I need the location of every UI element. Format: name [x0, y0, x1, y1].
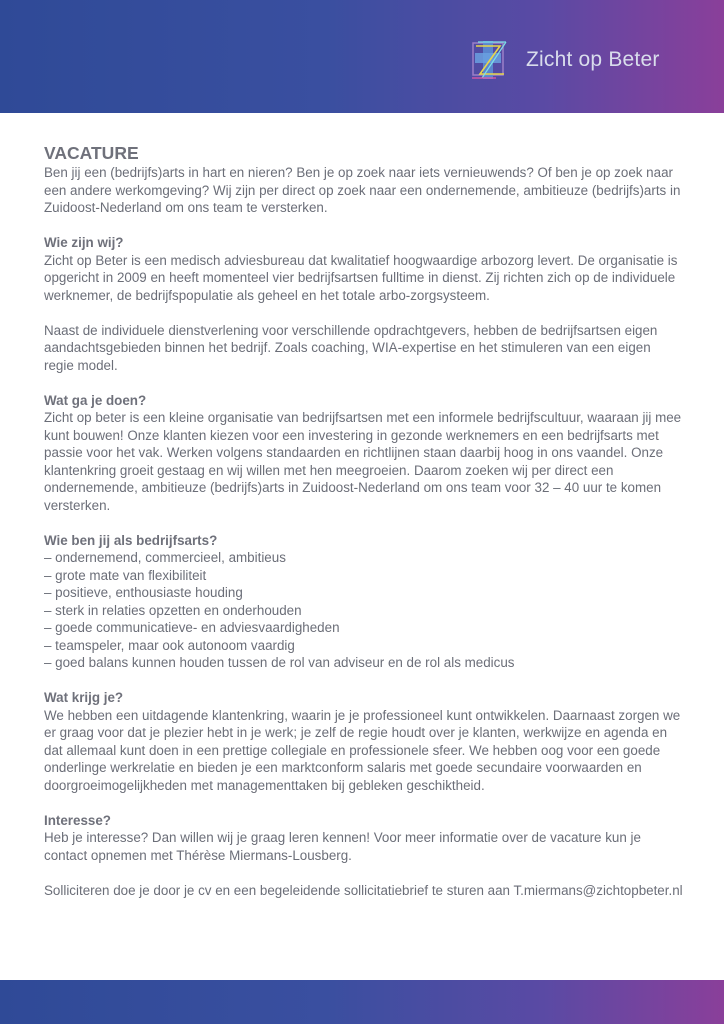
- spacer: [44, 304, 684, 322]
- vacancy-document: [44, 142, 684, 899]
- section-heading-who: Wie zijn wij?: [44, 235, 124, 250]
- who-paragraph-1: Zicht op Beter is een medisch adviesbureau dat kwalitatief hoogwaardige arbozorg levert. De organisatie is opgericht in 2009 en heeft momenteel vier bedrijfsartsen fulltime in dienst. Zij richten zich op de individuele werknemer, de bedrijfspopulatie als geheel en het totale arbo-zorgsysteem.: [44, 252, 678, 303]
- list-item: – grote mate van flexibiliteit: [44, 567, 207, 583]
- section-heading-interest: Interesse?: [44, 812, 111, 828]
- spacer: [44, 374, 684, 392]
- brand-logo[interactable]: [470, 38, 660, 82]
- spacer: [44, 864, 684, 882]
- footer-banner: [0, 980, 724, 1024]
- list-item: – ondernemend, commercieel, ambitieus: [44, 550, 286, 565]
- intro-paragraph: Ben jij een (bedrijfs)arts in hart en nieren? Ben je op zoek naar iets vernieuwends? Of ben je op zoek naar een andere werkomgeving? Wij zijn per direct op zoek naar een ondernemende, ambitieuze (bedrijfs)arts in Zuidoost-Nederland om ons team te versterken.: [44, 165, 681, 215]
- section-heading-work: Wat ga je doen?: [44, 392, 147, 408]
- list-item: – goede communicatieve- en adviesvaardigheden: [44, 620, 340, 635]
- list-item: – goed balans kunnen houden tussen de rol van adviseur en de rol als medicus: [44, 655, 515, 670]
- offer-paragraph: We hebben een uitdagende klantenkring, waarin je je professioneel kunt ontwikkelen. Daarnaast zorgen we er graag voor dat je plezier hebt in je werk; je zelf de regie houdt over je klanten, werkwijze en agenda en dat allemaal kunt doen in een prettige collegiale en professionele sfeer. We hebben oog voor een goede onderlinge werkrelatie en bieden je een marktconform salaris met goede secundaire voorwaarden en doorgroeimogelijkheden met managementtaken bij gebleken geschiktheid.: [44, 707, 681, 793]
- profile-list: [44, 549, 684, 672]
- spacer: [44, 672, 684, 690]
- interest-paragraph: Heb je interesse? Dan willen wij je graag leren kennen! Voor meer informatie over de vacature kun je contact opnemen met Thérèse Miermans-Lousberg.: [44, 830, 641, 863]
- header-banner: [0, 0, 724, 113]
- who-paragraph-2: Naast de individuele dienstverlening voor verschillende opdrachtgevers, hebben de bedrijfsartsen eigen aandachtsgebieden binnen het bedrijf. Zoals coaching, WIA-expertise en het stimuleren van een eigen regie model.: [44, 322, 658, 373]
- logo-icon: [470, 38, 510, 82]
- page-title: VACATURE: [44, 143, 139, 163]
- work-paragraph: Zicht op beter is een kleine organisatie van bedrijfsartsen met een informele bedrijfscultuur, waaraan jij mee kunt bouwen! Onze klanten kiezen voor een investering in gezonde werknemers en een bedrijfsarts met passie voor het vak. Werken volgens standaarden en richtlijnen staan daarbij hoog in ons vaandel. Onze klantenkring groeit gestaag en wij willen met hen meegroeien. Daarom zoeken wij per direct een ondernemende, ambitieuze (bedrijfs)arts in Zuidoost-Nederland om ons team voor 32 – 40 uur te komen versterken.: [44, 410, 682, 513]
- list-item: – teamspeler, maar ook autonoom vaardig: [44, 637, 295, 653]
- spacer: [44, 514, 684, 532]
- list-item: – sterk in relaties opzetten en onderhouden: [44, 602, 302, 618]
- apply-paragraph[interactable]: Solliciteren doe je door je cv en een begeleidende sollicitatiebrief te sturen aan T.miermans@zichtopbeter.nl: [44, 882, 683, 898]
- section-heading-offer: Wat krijg je?: [44, 690, 124, 705]
- spacer: [44, 217, 684, 235]
- list-item: – positieve, enthousiaste houding: [44, 585, 243, 600]
- brand-name: Zicht op Beter: [526, 48, 660, 71]
- section-heading-profile: Wie ben jij als bedrijfsarts?: [44, 532, 218, 548]
- spacer: [44, 794, 684, 812]
